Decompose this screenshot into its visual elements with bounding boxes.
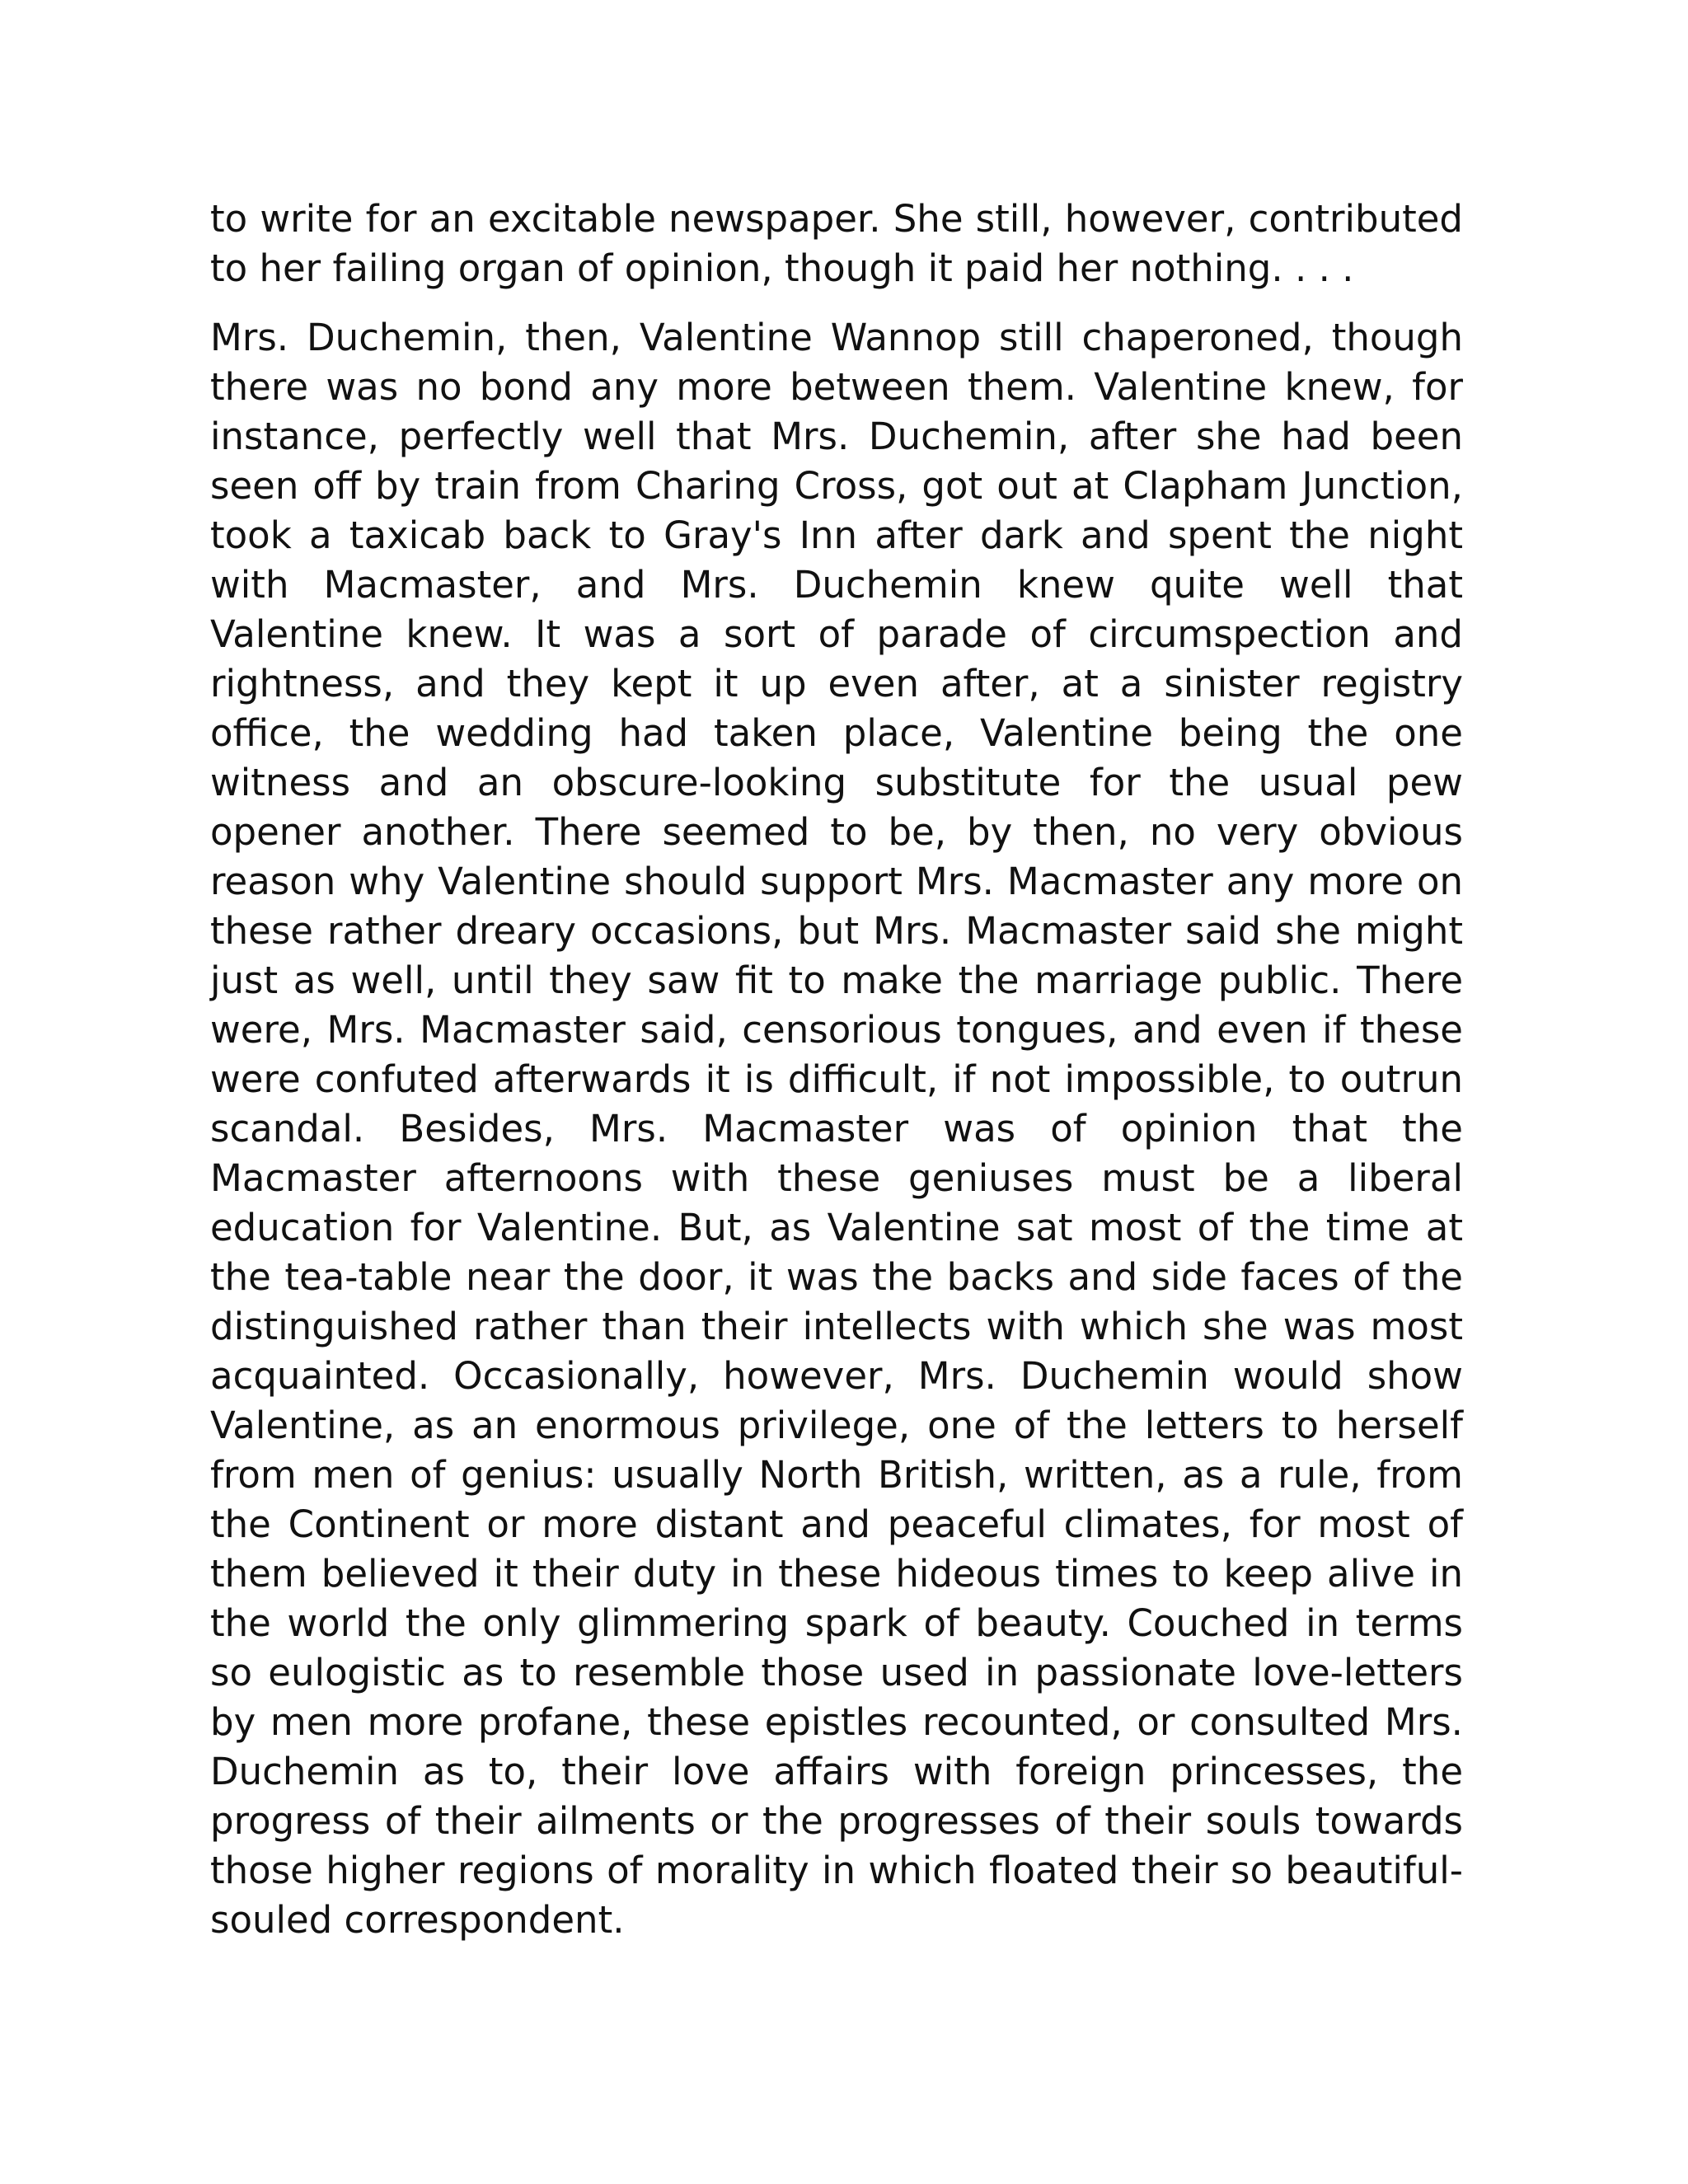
document-page bbox=[210, 194, 1463, 1945]
paragraph-2: Mrs. Duchemin, then, Valentine Wannop still chaperoned, though there was no bond any more between them. Valentine knew, for instance, perfectly well that Mrs. Duchemin, after she had been seen off by train from Charing Cross, got out at Clapham Junction, took a taxicab back to Gray's Inn after dark and spent the night with Macmaster, and Mrs. Duchemin knew quite well that Valentine knew. It was a sort of parade of circumspection and rightness, and they kept it up even after, at a sinister registry office, the wedding had taken place, Valentine being the one witness and an obscure-looking substitute for the usual pew opener another. There seemed to be, by then, no very obvious reason why Valentine should support Mrs. Macmaster any more on these rather dreary occasions, but Mrs. Macmaster said she might just as well, until they saw fit to make the marriage public. There were, Mrs. Macmaster said, censorious tongues, and even if these were confuted afterwards it is difficult, if not impossible, to outrun scandal. Besides, Mrs. Macmaster was of opinion that the Macmaster afternoons with these geniuses must be a liberal education for Valentine. But, as Valentine sat most of the time at the tea-table near the door, it was the backs and side faces of the distinguished rather than their intellects with which she was most acquainted. Occasionally, however, Mrs. Duchemin would show Valentine, as an enormous privilege, one of the letters to herself from men of genius: usually North British, written, as a rule, from the Continent or more distant and peaceful climates, for most of them believed it their duty in these hideous times to keep alive in the world the only glimmering spark of beauty. Couched in terms so eulogistic as to resemble those used in passionate love-letters by men more profane, these epistles recounted, or consulted Mrs. Duchemin as to, their love affairs with foreign princesses, the progress of their ailments or the progresses of their souls towards those higher regions of morality in which floated their so beautiful-souled correspondent. bbox=[210, 316, 1463, 1942]
paragraph-1: to write for an excitable newspaper. She still, however, contributed to her failing organ of opinion, though it paid her nothing. . . . bbox=[210, 197, 1463, 290]
